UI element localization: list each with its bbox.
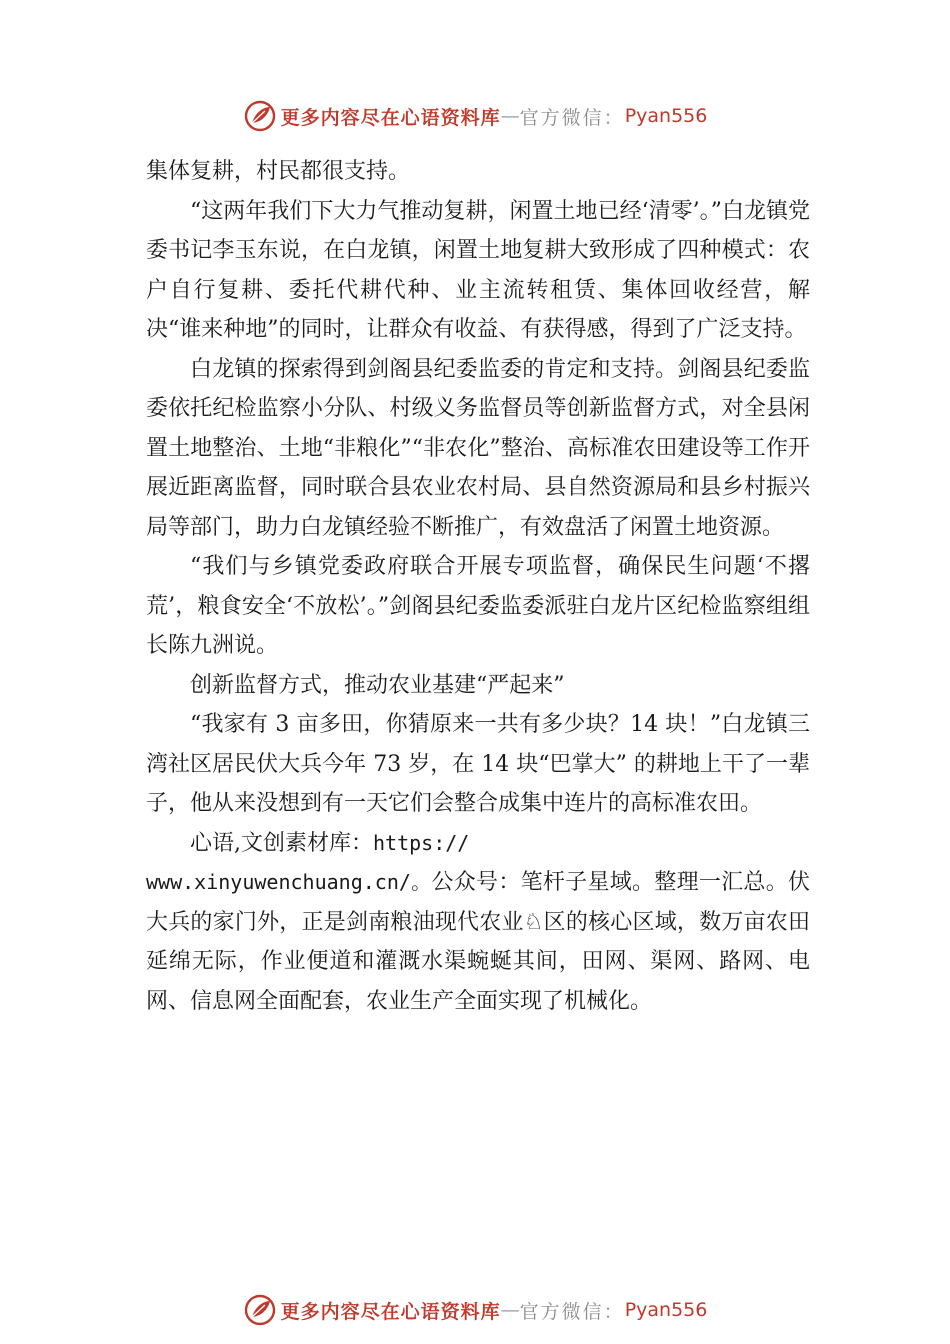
paragraph: “我家有 3 亩多田，你猜原来一共有多少块？14 块！”白龙镇三湾社区居民伏大兵今年 73 岁，在 14 块“巴掌大” 的耕地上干了一辈子，他从来没想到有一天它们会整合成集中连片的高标准农田。 [146, 712, 810, 816]
source-label: 心语,文创素材库： [190, 830, 373, 856]
section-heading: 创新监督方式，推动农业基建“严起来” [190, 672, 565, 698]
banner-wechat-label: 官方微信： [519, 106, 625, 129]
paragraph: “这两年我们下大力气推动复耕，闲置土地已经‘清零’。”白龙镇党委书记李玉东说，在白龙镇，闲置土地复耕大致形成了四种模式：农户自行复耕、委托代耕代种、业主流转租赁、集体回收经营，解决“谁来种地”的同时，让群众有收益、有获得感，得到了广泛支持。 [146, 198, 810, 342]
source-url: www.xinyuwenchuang.cn/。 [146, 870, 432, 894]
article-body [146, 152, 810, 1021]
banner-lead-text: 更多内容尽在心语资料库 [280, 1300, 501, 1323]
paragraph-text: 公众号：笔杆子星域。整理一汇总。伏大兵的家门外，正是剑南粮油现代农业♘区的核心区域，数万亩农田延绵无际，作业便道和灌溉水渠蜿蜒其间，田网、渠网、路网、电网、信息网全面配套，农业生产全面实现了机械化。 [146, 870, 810, 1014]
source-url-prefix: https:// [373, 830, 470, 855]
leaf-seal-logo-icon [243, 99, 277, 133]
footer-banner [0, 1290, 950, 1330]
banner-wechat-label: 官方微信： [519, 1300, 625, 1323]
banner-separator: — [500, 1299, 520, 1321]
banner-wechat-id: Pyan556 [624, 105, 708, 127]
paragraph: 白龙镇的探索得到剑阁县纪委监委的肯定和支持。剑阁县纪委监委依托纪检监察小分队、村级义务监督员等创新监督方式，对全县闲置土地整治、土地“非粮化”“非农化”整治、高标准农田建设等工作开展近距离监督，同时联合县农业农村局、县自然资源局和县乡村振兴局等部门，助力白龙镇经验不断推广，有效盘活了闲置土地资源。 [146, 356, 810, 540]
leaf-seal-logo-icon [243, 1293, 277, 1327]
header-banner [0, 96, 950, 136]
paragraph-with-link [146, 824, 810, 1022]
banner-separator: — [500, 105, 520, 127]
banner-wechat-id: Pyan556 [624, 1299, 708, 1321]
banner-lead-text: 更多内容尽在心语资料库 [280, 106, 501, 129]
paragraph-continuation: 集体复耕，村民都很支持。 [146, 159, 411, 184]
paragraph: “我们与乡镇党委政府联合开展专项监督，确保民生问题‘不撂荒’，粮食安全‘不放松’。”剑阁县纪委监委派驻白龙片区纪检监察组组长陈九洲说。 [146, 554, 810, 658]
